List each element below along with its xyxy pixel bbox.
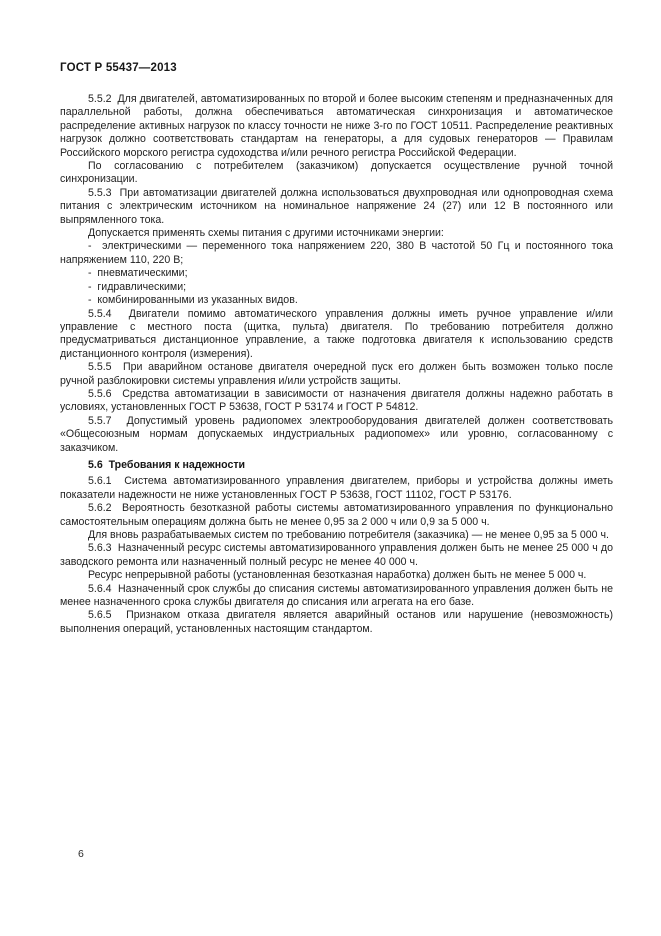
paragraph: Допускается применять схемы питания с другими источниками энергии: bbox=[88, 227, 444, 240]
paragraph: 5.5.6 Средства автоматизации в зависимости от назначения двигателя должны надежно работать в условиях, установленных ГОСТ Р 53638, ГОСТ Р 53174 и ГОСТ Р 54812. bbox=[60, 387, 613, 414]
paragraph: 5.5.3 При автоматизации двигателей должна использоваться двухпроводная или однопроводная схема питания с электрическим источником на номинальное напряжение 24 (27) или 12 В постоянного или выпрямленного тока. bbox=[60, 186, 613, 226]
paragraph: - пневматическими; bbox=[88, 267, 188, 280]
paragraph: 5.6.2 Вероятность безотказной работы системы автоматизированного управления по функционально самостоятельным операциям должна быть не менее 0,95 за 2 000 ч или 0,9 за 5 000 ч. bbox=[60, 502, 613, 528]
paragraph: 5.5.4 Двигатели помимо автоматического управления должны иметь ручное управление и/или управление с местного поста (щитка, пульта) двигателя. По требованию потребителя должно предусматриваться дистанционное управление, а также подготовка двигателя к использованию средств дистанционного контроля (измерения). bbox=[60, 307, 613, 360]
paragraph: 5.6.4 Назначенный срок службы до списания системы автоматизированного управления должен быть не менее назначенного срока службы двигателя до списания или агрегата на его базе. bbox=[60, 582, 613, 609]
document-body bbox=[60, 93, 613, 636]
page-number: 6 bbox=[78, 848, 84, 860]
standard-code-header: ГОСТ Р 55437—2013 bbox=[60, 62, 177, 74]
paragraph: Ресурс непрерывной работы (установленная безотказная наработка) должен быть не менее 5 000 ч. bbox=[88, 569, 587, 582]
paragraph: - гидравлическими; bbox=[88, 280, 187, 293]
paragraph: - электрическими — переменного тока напряжением 220, 380 В частотой 50 Гц и постоянного тока напряжением 110, 220 В; bbox=[60, 240, 613, 266]
paragraph: По согласованию с потребителем (заказчиком) допускается осуществление ручной точной синхронизации. bbox=[60, 160, 613, 186]
paragraph: 5.6.5 Признаком отказа двигателя является аварийный останов или нарушение (невозможность) выполнения операций, установленных настоящим стандартом. bbox=[60, 609, 613, 635]
paragraph: 5.6.1 Система автоматизированного управления двигателем, приборы и устройства должны иметь показатели надежности не ниже установленных ГОСТ Р 53638, ГОСТ 11102, ГОСТ Р 53176. bbox=[60, 475, 613, 501]
paragraph: 5.6.3 Назначенный ресурс системы автоматизированного управления должен быть не менее 25 000 ч до заводского ремонта или назначенный полный ресурс не менее 40 000 ч. bbox=[60, 542, 613, 568]
paragraph: 5.5.7 Допустимый уровень радиопомех электрооборудования двигателей должен соответствовать «Общесоюзным нормам допускаемых индустриальных радиопомех» или уровню, согласованному с заказчиком. bbox=[60, 414, 613, 454]
paragraph: Для вновь разрабатываемых систем по требованию потребителя (заказчика) — не менее 0,95 за 5 000 ч. bbox=[88, 529, 609, 541]
paragraph: - комбинированными из указанных видов. bbox=[88, 294, 298, 307]
section-heading: 5.6 Требования к надежности bbox=[88, 458, 246, 471]
paragraph: 5.5.2 Для двигателей, автоматизированных по второй и более высоким степеням и предназначенных для параллельной работы, должна обеспечиваться автоматическая синхронизация и автоматическое распределение активных нагрузок по классу точности не ниже 3-го по ГОСТ 10511. Распределение реактивных нагрузок должно соответствовать стандартам на генераторы, а для судовых генераторов — Правилам Российского морского регистра судоходства и/или речного регистра Российской Федерации. bbox=[60, 93, 613, 159]
paragraph: 5.5.5 При аварийном останове двигателя очередной пуск его должен быть возможен только после ручной разблокировки системы управления и/или устройств защиты. bbox=[60, 361, 613, 387]
